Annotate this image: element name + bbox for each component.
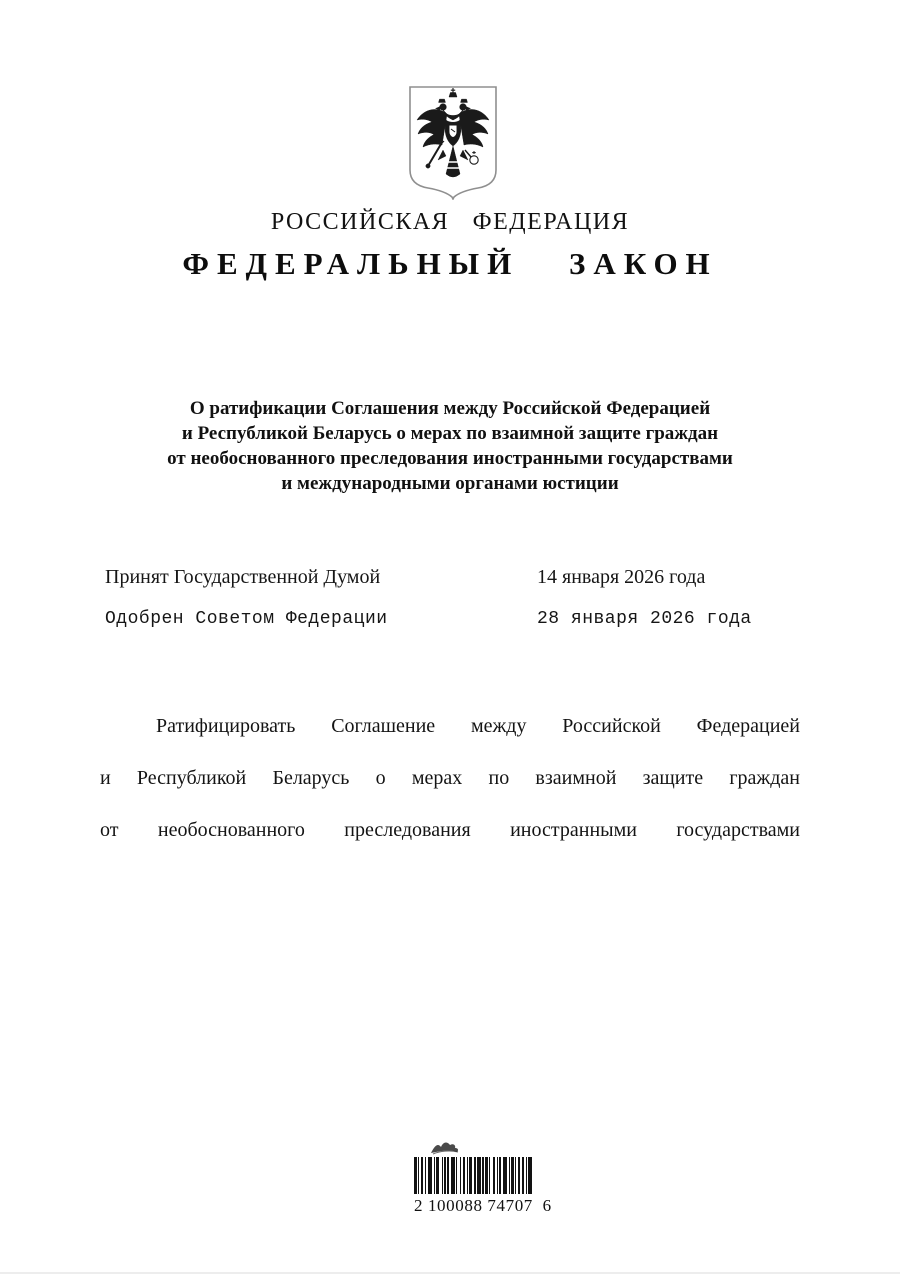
country-title: РОССИЙСКАЯ ФЕДЕРАЦИЯ [270,209,630,235]
law-title [100,396,800,496]
barcode-bars [414,1157,534,1194]
printer-mark-icon [428,1139,462,1156]
law-title-line: О ратификации Соглашения между Российской Федерацией [189,398,711,419]
law-title-line: и международными органами юстиции [281,473,619,494]
law-title-line: от необоснованного преследования иностранными государствами [167,448,733,469]
law-body [100,714,800,870]
barcode [414,1139,552,1216]
law-body-line: от необоснованного преследования иностранными государствами [100,819,800,841]
double-headed-eagle-icon [407,84,499,200]
adopted-by-duma-row [0,566,900,592]
adopted-by-duma-label: Принят Государственной Думой [105,566,381,588]
document-type-title: ФЕДЕРАЛЬНЫЙ ЗАКОН [182,246,718,281]
adoption-block [0,566,900,652]
approved-by-council-label: Одобрен Советом Федерации [105,609,388,629]
adopted-by-duma-date: 14 января 2026 года [537,566,706,588]
law-body-line: Ратифицировать Соглашение между Российской Федерацией [156,715,800,737]
law-body-line: и Республикой Беларусь о мерах по взаимной защите граждан [100,767,800,789]
approved-by-council-date: 28 января 2026 года [537,609,752,629]
law-title-line: и Республикой Беларусь о мерах по взаимной защите граждан [181,423,719,444]
approved-by-council-row [0,609,900,635]
coat-of-arms [407,84,499,200]
barcode-digits: 2 100088 74707 6 [414,1196,552,1215]
